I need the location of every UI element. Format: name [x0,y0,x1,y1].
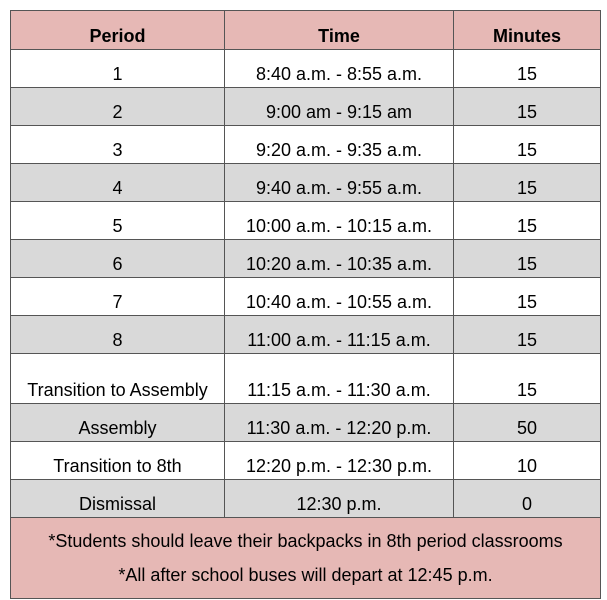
period-cell: 1 [11,50,225,88]
table-row [11,442,601,480]
table-row [11,50,601,88]
period-cell: 3 [11,126,225,164]
minutes-cell: 15 [454,240,601,278]
period-cell: 4 [11,164,225,202]
period-column-header: Period [11,11,225,50]
time-cell: 11:15 a.m. - 11:30 a.m. [225,354,454,404]
minutes-cell: 10 [454,442,601,480]
table-row [11,354,601,404]
table-row [11,126,601,164]
time-cell: 11:30 a.m. - 12:20 p.m. [225,404,454,442]
time-cell: 8:40 a.m. - 8:55 a.m. [225,50,454,88]
minutes-cell: 15 [454,126,601,164]
backpack-note: *Students should leave their backpacks in 8th period classrooms [48,531,563,551]
minutes-cell: 15 [454,164,601,202]
period-cell: 7 [11,278,225,316]
period-cell: 6 [11,240,225,278]
period-cell: Transition to Assembly [11,354,225,404]
minutes-cell: 50 [454,404,601,442]
time-cell: 9:00 am - 9:15 am [225,88,454,126]
table-row [11,316,601,354]
minutes-column-header: Minutes [454,11,601,50]
period-cell: Transition to 8th [11,442,225,480]
time-cell: 12:20 p.m. - 12:30 p.m. [225,442,454,480]
period-cell: 5 [11,202,225,240]
time-cell: 9:40 a.m. - 9:55 a.m. [225,164,454,202]
minutes-cell: 15 [454,278,601,316]
minutes-cell: 15 [454,354,601,404]
bus-note: *All after school buses will depart at 12:45 p.m. [118,565,493,585]
table-row [11,88,601,126]
table-row [11,240,601,278]
period-cell: Assembly [11,404,225,442]
minutes-cell: 15 [454,202,601,240]
time-cell: 9:20 a.m. - 9:35 a.m. [225,126,454,164]
table-row [11,278,601,316]
table-row [11,164,601,202]
minutes-cell: 15 [454,50,601,88]
time-cell: 10:00 a.m. - 10:15 a.m. [225,202,454,240]
time-cell: 10:20 a.m. - 10:35 a.m. [225,240,454,278]
period-cell: Dismissal [11,480,225,518]
period-cell: 8 [11,316,225,354]
time-cell: 12:30 p.m. [225,480,454,518]
minutes-cell: 15 [454,316,601,354]
period-cell: 2 [11,88,225,126]
notes-row [11,518,601,599]
table-row [11,404,601,442]
header-row [11,11,601,50]
minutes-cell: 15 [454,88,601,126]
time-column-header: Time [225,11,454,50]
time-cell: 11:00 a.m. - 11:15 a.m. [225,316,454,354]
notes-cell [11,518,601,599]
schedule-table [10,10,601,599]
table-row [11,202,601,240]
time-cell: 10:40 a.m. - 10:55 a.m. [225,278,454,316]
table-row [11,480,601,518]
minutes-cell: 0 [454,480,601,518]
